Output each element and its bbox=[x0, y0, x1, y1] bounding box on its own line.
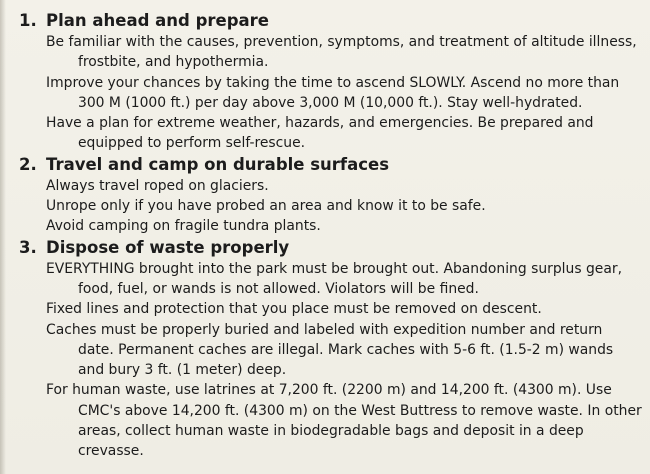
item-text: Fixed lines and protection that you place must be removed on descent. bbox=[46, 301, 542, 318]
item-text: Improve your chances by taking the time to ascend SLOWLY. Ascend no more than 300 M (1000 ft.) per day above 3,000 M (10,000 ft.). Stay well-hydrated. bbox=[46, 74, 620, 111]
item-text: Avoid camping on fragile tundra plants. bbox=[46, 218, 321, 235]
section-title: Travel and camp on durable surfaces bbox=[46, 154, 390, 174]
list-item bbox=[12, 299, 642, 319]
list-item bbox=[12, 216, 642, 236]
item-text: Always travel roped on glaciers. bbox=[46, 177, 269, 194]
section-travel-camp bbox=[12, 154, 642, 237]
section-number: 3. bbox=[19, 237, 37, 257]
section-heading bbox=[12, 10, 642, 32]
section-title: Plan ahead and prepare bbox=[46, 11, 269, 30]
list-item bbox=[12, 259, 642, 300]
list-item bbox=[12, 196, 642, 216]
section-number: 1. bbox=[19, 11, 37, 30]
item-text: Have a plan for extreme weather, hazards, and emergencies. Be prepared and equipped to perform self-rescue. bbox=[46, 115, 594, 152]
page-fold-shadow bbox=[0, 0, 6, 474]
list-item bbox=[12, 320, 642, 381]
item-text: Caches must be properly buried and labeled with expedition number and return date. Permanent caches are illegal. Mark caches with 5-6 ft. (1.5-2 m) wands and bury 3 ft. (1 meter) deep. bbox=[46, 321, 614, 379]
section-number: 2. bbox=[19, 154, 37, 174]
item-text: Be familiar with the causes, prevention, symptoms, and treatment of altitude illness, frostbite, and hypothermia. bbox=[46, 34, 637, 71]
section-plan-ahead bbox=[12, 10, 642, 154]
list-item bbox=[12, 73, 642, 114]
section-heading bbox=[12, 154, 642, 176]
item-text: EVERYTHING brought into the park must be brought out. Abandoning surplus gear, food, fuel, or wands is not allowed. Violators will be fined. bbox=[46, 260, 622, 297]
section-heading bbox=[12, 237, 642, 259]
section-title: Dispose of waste properly bbox=[46, 237, 290, 257]
item-text: For human waste, use latrines at 7,200 ft. (2200 m) and 14,200 ft. (4300 m). Use CMC's above 14,200 ft. (4300 m) on the West Buttress to remove waste. In other areas, collect human waste in biodegradable bags and deposit in a deep crevasse. bbox=[46, 382, 642, 460]
list-item bbox=[12, 113, 642, 154]
list-item bbox=[12, 176, 642, 196]
list-item bbox=[12, 32, 642, 73]
item-text: Unrope only if you have probed an area and know it to be safe. bbox=[46, 198, 486, 215]
list-item bbox=[12, 380, 642, 461]
section-dispose-waste bbox=[12, 237, 642, 462]
